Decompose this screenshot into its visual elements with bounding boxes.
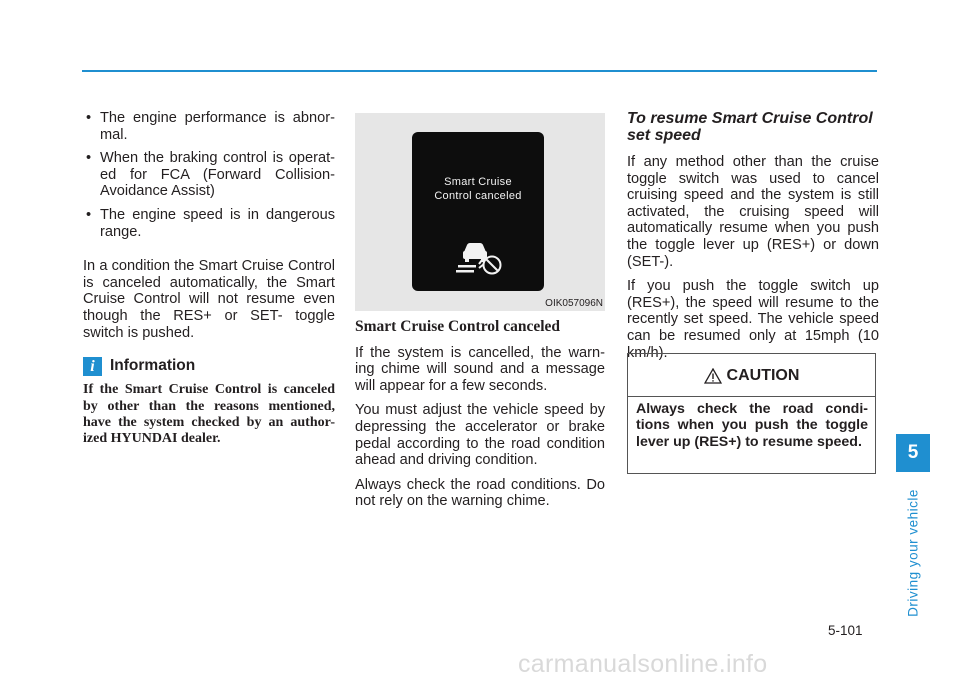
body-paragraph: Always check the road conditions. Do not rely on the warning chime. (355, 476, 605, 510)
header-rule (82, 70, 877, 72)
smart-cruise-off-icon (456, 240, 504, 276)
list-item: • The engine performance is abnor-mal. (83, 110, 335, 143)
column-middle (355, 113, 605, 518)
list-item: • When the braking control is operat-ed for FCA (Forward Collision-Avoidance Assist) (83, 150, 335, 200)
caution-body: Always check the road condi-tions when you push the toggle lever up (RES+) to resume speed. (636, 401, 868, 450)
chapter-tab: 5 (896, 434, 930, 472)
display-message-line: Control canceled (434, 189, 522, 202)
body-paragraph: If any method other than the cruise toggle switch was used to cancel cruising speed and the system is still activated, the cruising speed will automatically resume when you push the toggle lever up (RES+) or down (SET-). (627, 154, 879, 270)
information-body: If the Smart Cruise Control is canceled by other than the reasons mentioned, have the system checked by an author-ized HYUNDAI dealer. (83, 382, 335, 447)
page-number: 5-101 (828, 623, 863, 638)
body-paragraph: If the system is cancelled, the warn-ing chime will sound and a message will appear for a few seconds. (355, 344, 605, 394)
section-heading: To resume Smart Cruise Control set speed (627, 110, 873, 144)
information-header (83, 357, 335, 376)
column-right (627, 110, 879, 369)
warning-triangle-icon (704, 368, 722, 384)
cluster-figure (355, 113, 605, 311)
chapter-label: Driving your vehicle (905, 489, 921, 617)
body-paragraph: You must adjust the vehicle speed by depressing the accelerator or brake pedal according to the road condition ahead and driving condition. (355, 402, 605, 469)
list-item: • The engine speed is in dangerous range. (83, 207, 335, 240)
caution-divider (628, 396, 875, 397)
display-message-line: Smart Cruise (444, 176, 512, 188)
caution-title: CAUTION (726, 367, 800, 384)
display-message (412, 176, 544, 203)
column-left (83, 110, 335, 448)
caution-header (628, 367, 875, 385)
information-title: Information (110, 357, 196, 375)
condition-list (83, 110, 335, 240)
watermark: carmanualsonline.info (518, 650, 768, 678)
body-paragraph: If you push the toggle switch up (RES+), the speed will resume to the recently set speed. The vehicle speed can be resumed only at 15mph (10 km/h). (627, 278, 879, 361)
cluster-display (412, 132, 544, 291)
section-heading: Smart Cruise Control canceled (355, 318, 561, 335)
figure-code: OIK057096N (545, 298, 603, 309)
info-icon: i (83, 357, 102, 376)
cancel-paragraph: In a condition the Smart Cruise Control is canceled automatically, the Smart Cruise Control will not resume even though the RES+ or SET- toggle switch is pushed. (83, 258, 335, 341)
caution-box (627, 353, 876, 474)
